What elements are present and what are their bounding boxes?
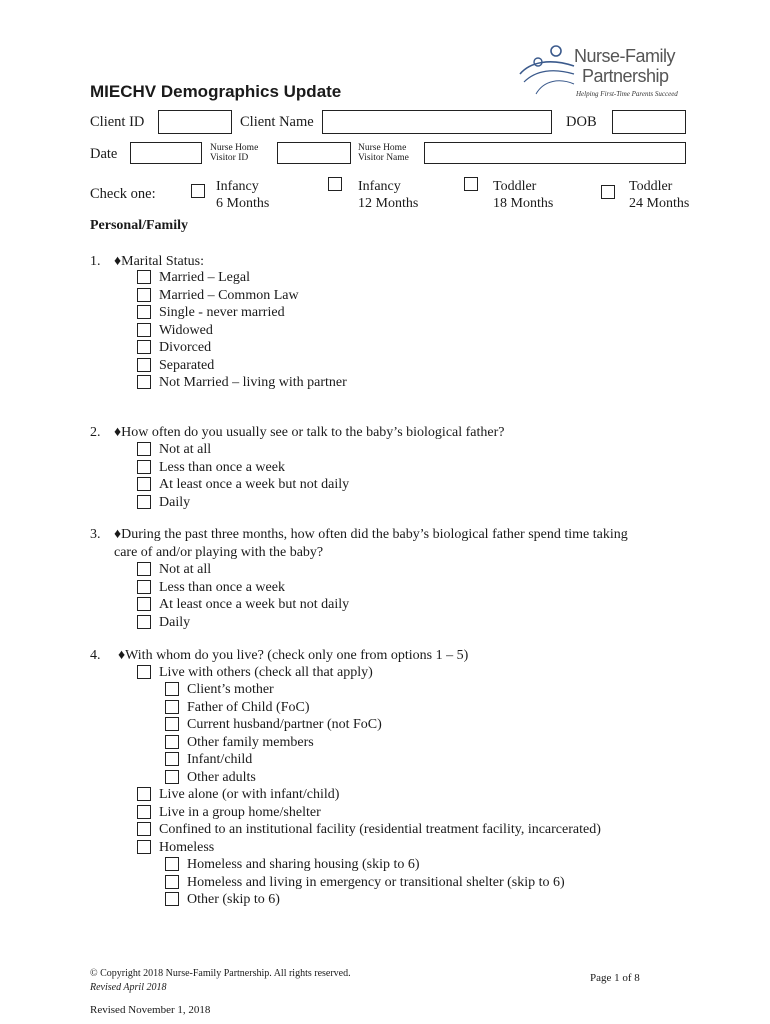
q2-option-label-4: Daily: [159, 494, 191, 510]
q1-checkbox-2[interactable]: [137, 288, 151, 302]
q4-homeless-checkbox-1[interactable]: [165, 857, 179, 871]
q3-option-label-4: Daily: [159, 614, 191, 630]
toddler-18-checkbox[interactable]: [464, 177, 478, 191]
q4-more-option-label-4: Homeless: [159, 839, 215, 855]
q4-number: 4.: [90, 648, 101, 663]
q4-other-checkbox-2[interactable]: [165, 700, 179, 714]
logo-line2: Partnership: [582, 66, 669, 86]
q4-homeless-option-label-3: Other (skip to 6): [187, 892, 280, 907]
q4-more-checkbox-2[interactable]: [137, 805, 151, 819]
section-heading: Personal/Family: [90, 218, 188, 233]
toddler-24-label: Toddler 24 Months: [629, 179, 690, 211]
client-id-field[interactable]: [158, 110, 232, 134]
q3-option-label-3: At least once a week but not daily: [159, 597, 350, 612]
q3-checkbox-4[interactable]: [137, 615, 151, 629]
q2-option-label-1: Not at all: [159, 442, 212, 457]
q4-other-option-label-2: Father of Child (FoC): [187, 699, 310, 715]
infancy-6-checkbox[interactable]: [191, 184, 205, 198]
q4-other-option-label-4: Other family members: [187, 734, 314, 750]
infancy-6-label: Infancy 6 Months: [216, 179, 270, 211]
date-label: Date: [90, 146, 118, 162]
nhv-name-label: Nurse Home Visitor Name: [358, 143, 409, 163]
q4-more-option-label-1: Live alone (or with infant/child): [159, 787, 340, 802]
q1-checkbox-5[interactable]: [137, 340, 151, 354]
revised-november: Revised November 1, 2018: [90, 1004, 211, 1016]
copyright: © Copyright 2018 Nurse-Family Partnership. All rights reserved.: [90, 968, 351, 979]
q3-checkbox-2[interactable]: [137, 580, 151, 594]
q2-text: ♦How often do you usually see or talk to the baby’s biological father?: [114, 425, 505, 440]
q3-text-line2: care of and/or playing with the baby?: [114, 545, 324, 560]
q3-option-label-2: Less than once a week: [159, 579, 285, 595]
q1-checkbox-1[interactable]: [137, 270, 151, 284]
nhv-id-label: Nurse Home Visitor ID: [210, 143, 259, 163]
q2-checkbox-1[interactable]: [137, 442, 151, 456]
q2-checkbox-4[interactable]: [137, 495, 151, 509]
check-one-label: Check one:: [90, 186, 156, 202]
dob-field[interactable]: [612, 110, 686, 134]
q4-live-others-option-label-1: Live with others (check all that apply): [159, 665, 373, 680]
q4-homeless-checkbox-3[interactable]: [165, 892, 179, 906]
q4-other-checkbox-4[interactable]: [165, 735, 179, 749]
q1-option-label-1: Married – Legal: [159, 270, 250, 285]
q2-option-label-2: Less than once a week: [159, 459, 285, 475]
q3-number: 3.: [90, 527, 101, 542]
q3-checkbox-1[interactable]: [137, 562, 151, 576]
q4-more-checkbox-3[interactable]: [137, 822, 151, 836]
q4-homeless-option-label-2: Homeless and living in emergency or transitional shelter (skip to 6): [187, 874, 565, 890]
revised-april: Revised April 2018: [90, 982, 167, 993]
q4-more-option-label-3: Confined to an institutional facility (residential treatment facility, incarcerated): [159, 822, 601, 837]
q4-homeless-option-label-1: Homeless and sharing housing (skip to 6): [187, 857, 420, 872]
q1-option-label-3: Single - never married: [159, 305, 285, 320]
q4-more-checkbox-1[interactable]: [137, 787, 151, 801]
q4-other-checkbox-3[interactable]: [165, 717, 179, 731]
client-name-label: Client Name: [240, 114, 314, 130]
q4-other-checkbox-6[interactable]: [165, 770, 179, 784]
client-id-label: Client ID: [90, 114, 145, 130]
q4-homeless-checkbox-2[interactable]: [165, 875, 179, 889]
q1-option-label-4: Widowed: [159, 322, 213, 338]
q2-checkbox-2[interactable]: [137, 460, 151, 474]
page-number: Page 1 of 8: [590, 972, 640, 984]
logo-swoosh-icon: [516, 44, 578, 100]
toddler-24-checkbox[interactable]: [601, 185, 615, 199]
toddler-18-label: Toddler 18 Months: [493, 179, 554, 211]
q1-checkbox-4[interactable]: [137, 323, 151, 337]
q1-number: 1.: [90, 254, 101, 269]
infancy-12-checkbox[interactable]: [328, 177, 342, 191]
q4-more-checkbox-4[interactable]: [137, 840, 151, 854]
q4-other-option-label-5: Infant/child: [187, 752, 253, 767]
q4-other-checkbox-5[interactable]: [165, 752, 179, 766]
q1-option-label-7: Not Married – living with partner: [159, 375, 347, 390]
nhv-name-field[interactable]: [424, 142, 686, 164]
page-title: MIECHV Demographics Update: [90, 82, 342, 101]
q4-live-others-checkbox-1[interactable]: [137, 665, 151, 679]
q2-option-label-3: At least once a week but not daily: [159, 477, 350, 492]
dob-label: DOB: [566, 114, 597, 130]
q2-checkbox-3[interactable]: [137, 477, 151, 491]
q1-text: ♦Marital Status:: [114, 254, 204, 269]
logo-tagline: Helping First-Time Parents Succeed: [576, 90, 678, 98]
q3-checkbox-3[interactable]: [137, 597, 151, 611]
q4-text: ♦With whom do you live? (check only one from options 1 – 5): [118, 648, 469, 663]
q3-text-line1: ♦During the past three months, how often did the baby’s biological father spend time taking: [114, 527, 628, 542]
q4-other-option-label-6: Other adults: [187, 769, 256, 785]
logo: [516, 44, 686, 104]
q4-more-option-label-2: Live in a group home/shelter: [159, 804, 321, 820]
q4-other-checkbox-1[interactable]: [165, 682, 179, 696]
q1-option-label-6: Separated: [159, 357, 215, 373]
q3-option-label-1: Not at all: [159, 562, 212, 577]
infancy-12-label: Infancy 12 Months: [358, 179, 419, 211]
date-field[interactable]: [130, 142, 202, 164]
nhv-id-field[interactable]: [277, 142, 351, 164]
q4-other-option-label-3: Current husband/partner (not FoC): [187, 717, 382, 732]
q2-number: 2.: [90, 425, 101, 440]
q1-checkbox-7[interactable]: [137, 375, 151, 389]
q1-checkbox-6[interactable]: [137, 358, 151, 372]
client-name-field[interactable]: [322, 110, 552, 134]
logo-line1: Nurse-Family: [574, 46, 676, 66]
q1-option-label-2: Married – Common Law: [159, 287, 299, 303]
q1-checkbox-3[interactable]: [137, 305, 151, 319]
q4-other-option-label-1: Client’s mother: [187, 682, 274, 697]
q1-option-label-5: Divorced: [159, 340, 212, 355]
